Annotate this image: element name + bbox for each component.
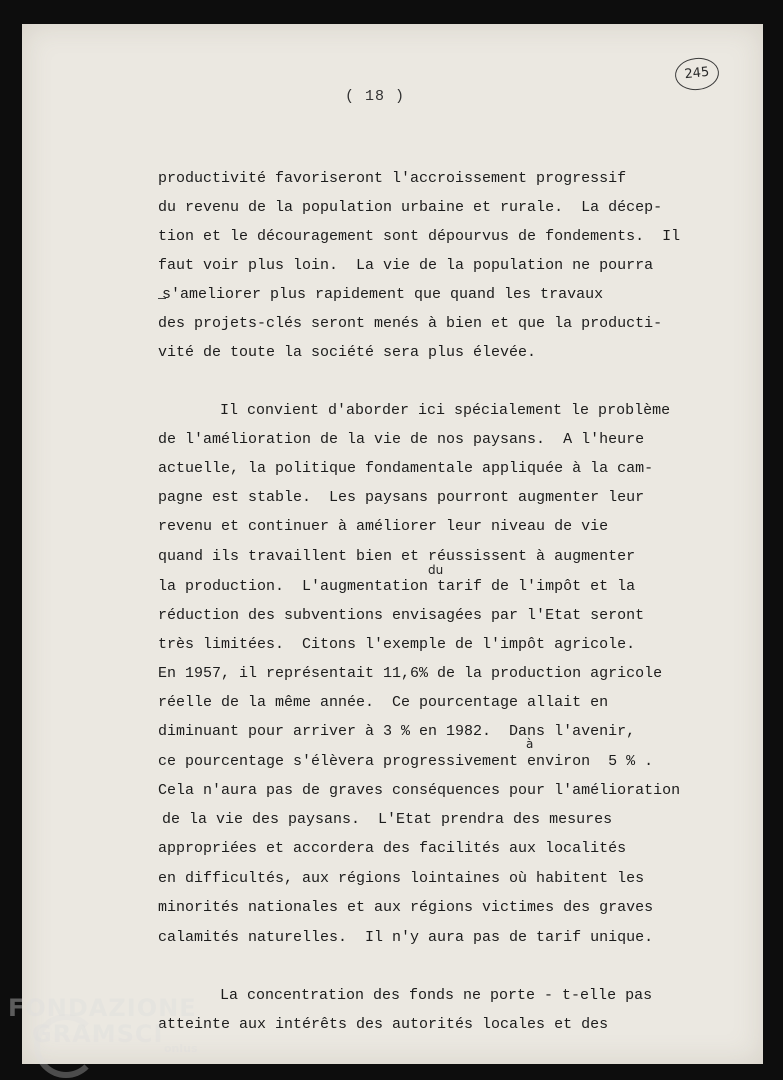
text-line: Il convient d'aborder ici spécialement le problème xyxy=(220,402,671,419)
text-line: de la vie des paysans. L'Etat prendra des mesures xyxy=(162,811,613,828)
watermark-line: onlus xyxy=(164,1042,198,1055)
text-line: en difficultés, aux régions lointaines où habitent les xyxy=(158,870,645,887)
text-line: La concentration des fonds ne porte - t-elle pas xyxy=(220,987,653,1004)
watermark-line: GRAMSCI xyxy=(32,1020,164,1048)
text-line: vité de toute la société sera plus élevée. xyxy=(158,344,537,361)
text-line: revenu et continuer à améliorer leur niveau de vie xyxy=(158,518,609,535)
text-line: calamités naturelles. Il n'y aura pas de tarif unique. xyxy=(158,929,654,946)
text-line: faut voir plus loin. La vie de la population ne pourra xyxy=(158,257,654,274)
text-line: de l'amélioration de la vie de nos paysans. A l'heure xyxy=(158,431,645,448)
text-line: s'ameliorer plus rapidement que quand les travaux xyxy=(162,286,604,303)
text-line: diminuant pour arriver à 3 % en 1982. Dans l'avenir, xyxy=(158,723,636,740)
text-line: appropriées et accordera des facilités aux localités xyxy=(158,840,627,857)
text-line: Cela n'aura pas de graves conséquences pour l'amélioration xyxy=(158,782,681,799)
text-line: des projets-clés seront menés à bien et que la producti- xyxy=(158,315,663,332)
archive-number-stamp: 245 xyxy=(673,56,720,92)
watermark-line: FONDAZIONE xyxy=(8,994,197,1022)
text-line: réduction des subventions envisagées par l'Etat seront xyxy=(158,607,645,624)
text-line: atteinte aux intérêts des autorités locales et des xyxy=(158,1016,609,1033)
page-number: ( 18 ) xyxy=(345,88,406,105)
text-line: actuelle, la politique fondamentale appliquée à la cam- xyxy=(158,460,654,477)
text-line: la production. L'augmentation tarif de l'impôt et la xyxy=(158,578,636,595)
text-line: productivité favoriseront l'accroissement progressif xyxy=(158,170,627,187)
text-line: quand ils travaillent bien et réussissent à augmenter xyxy=(158,548,636,565)
text-line: minorités nationales et aux régions victimes des graves xyxy=(158,899,654,916)
handwritten-insertion: du xyxy=(428,563,444,577)
text-line: ce pourcentage s'élèvera progressivement environ 5 % . xyxy=(158,753,654,770)
text-line: pagne est stable. Les paysans pourront augmenter leur xyxy=(158,489,645,506)
text-line: En 1957, il représentait 11,6% de la production agricole xyxy=(158,665,663,682)
text-line: tion et le découragement sont dépourvus de fondements. Il xyxy=(158,228,681,245)
text-line: très limitées. Citons l'exemple de l'impôt agricole. xyxy=(158,636,636,653)
text-line: réelle de la même année. Ce pourcentage allait en xyxy=(158,694,609,711)
handwritten-insertion: à xyxy=(526,737,534,751)
text-line: du revenu de la population urbaine et rurale. La décep- xyxy=(158,199,663,216)
